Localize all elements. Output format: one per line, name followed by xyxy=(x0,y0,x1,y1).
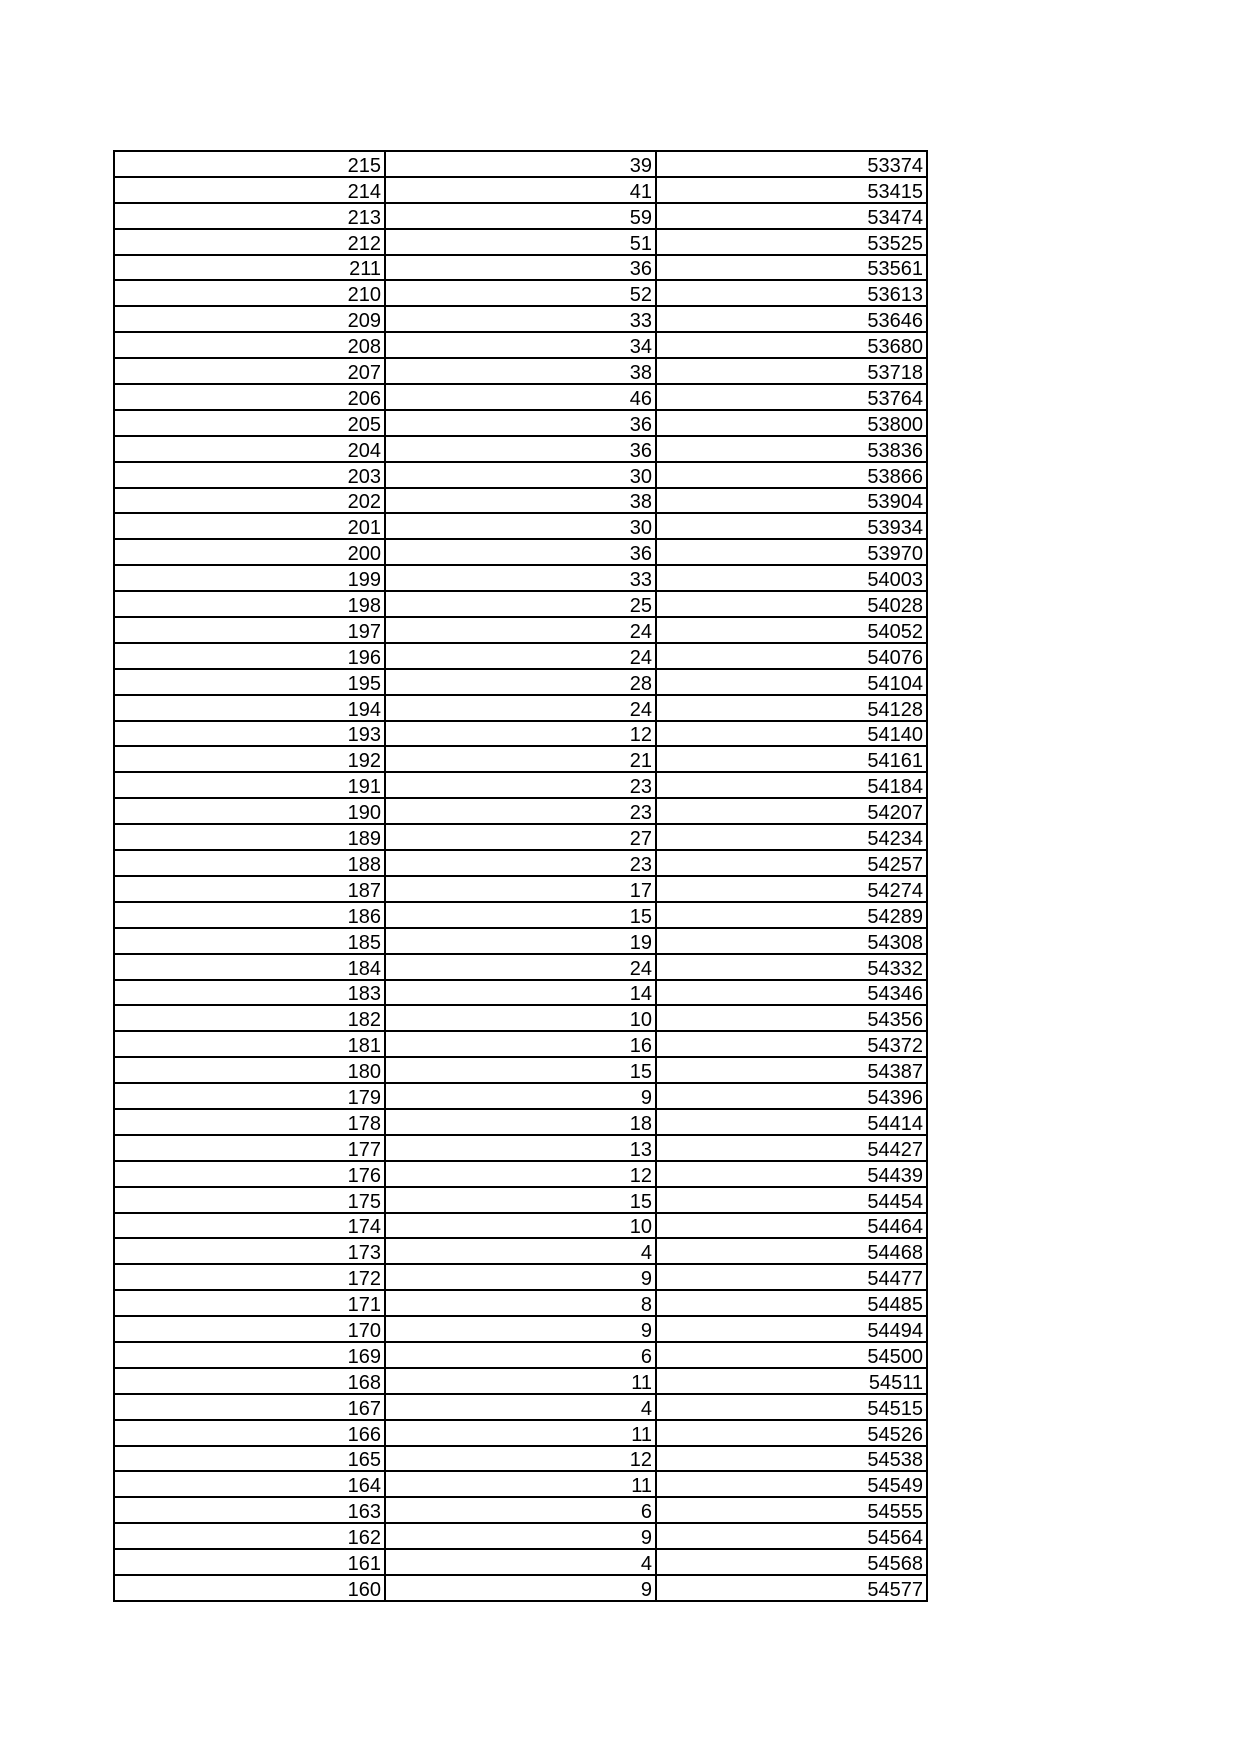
count-cell: 9 xyxy=(385,1316,656,1342)
score-cell: 170 xyxy=(114,1316,385,1342)
count-cell: 4 xyxy=(385,1238,656,1264)
score-cell: 201 xyxy=(114,513,385,539)
score-cell: 215 xyxy=(114,151,385,177)
cumulative-cell: 54372 xyxy=(656,1031,927,1057)
table-row xyxy=(114,1342,927,1368)
score-cell: 178 xyxy=(114,1109,385,1135)
cumulative-cell: 53934 xyxy=(656,513,927,539)
score-cell: 210 xyxy=(114,280,385,306)
count-cell: 33 xyxy=(385,565,656,591)
score-cell: 174 xyxy=(114,1213,385,1239)
cumulative-cell: 54464 xyxy=(656,1213,927,1239)
count-cell: 10 xyxy=(385,1213,656,1239)
score-cell: 179 xyxy=(114,1083,385,1109)
count-cell: 52 xyxy=(385,280,656,306)
cumulative-cell: 54184 xyxy=(656,772,927,798)
score-cell: 162 xyxy=(114,1523,385,1549)
table-row xyxy=(114,1394,927,1420)
cumulative-cell: 54289 xyxy=(656,902,927,928)
table-row xyxy=(114,824,927,850)
cumulative-cell: 54526 xyxy=(656,1420,927,1446)
table-row xyxy=(114,1135,927,1161)
table-row xyxy=(114,1109,927,1135)
cumulative-cell: 54515 xyxy=(656,1394,927,1420)
cumulative-cell: 54308 xyxy=(656,928,927,954)
score-cell: 192 xyxy=(114,746,385,772)
count-cell: 6 xyxy=(385,1342,656,1368)
score-cell: 183 xyxy=(114,980,385,1006)
score-cell: 199 xyxy=(114,565,385,591)
count-cell: 24 xyxy=(385,695,656,721)
score-cell: 171 xyxy=(114,1290,385,1316)
cumulative-cell: 54346 xyxy=(656,980,927,1006)
table-row xyxy=(114,332,927,358)
table-row xyxy=(114,513,927,539)
table-row xyxy=(114,410,927,436)
score-cell: 166 xyxy=(114,1420,385,1446)
count-cell: 10 xyxy=(385,1005,656,1031)
score-cell: 211 xyxy=(114,255,385,281)
score-cell: 182 xyxy=(114,1005,385,1031)
cumulative-cell: 54052 xyxy=(656,617,927,643)
score-cell: 213 xyxy=(114,203,385,229)
count-cell: 46 xyxy=(385,384,656,410)
score-cell: 212 xyxy=(114,229,385,255)
table-row xyxy=(114,1057,927,1083)
count-cell: 59 xyxy=(385,203,656,229)
table-row xyxy=(114,1083,927,1109)
count-cell: 4 xyxy=(385,1549,656,1575)
table-row xyxy=(114,151,927,177)
table-row xyxy=(114,876,927,902)
count-cell: 15 xyxy=(385,1187,656,1213)
count-cell: 36 xyxy=(385,255,656,281)
cumulative-cell: 54427 xyxy=(656,1135,927,1161)
table-row xyxy=(114,1031,927,1057)
cumulative-cell: 53525 xyxy=(656,229,927,255)
table-row xyxy=(114,539,927,565)
cumulative-cell: 53970 xyxy=(656,539,927,565)
count-cell: 11 xyxy=(385,1368,656,1394)
table-row xyxy=(114,488,927,514)
score-cell: 206 xyxy=(114,384,385,410)
table-row xyxy=(114,229,927,255)
cumulative-cell: 54257 xyxy=(656,850,927,876)
data-table xyxy=(113,150,928,1602)
cumulative-cell: 54564 xyxy=(656,1523,927,1549)
score-cell: 190 xyxy=(114,798,385,824)
score-cell: 200 xyxy=(114,539,385,565)
score-cell: 185 xyxy=(114,928,385,954)
count-cell: 11 xyxy=(385,1471,656,1497)
count-cell: 18 xyxy=(385,1109,656,1135)
score-cell: 188 xyxy=(114,850,385,876)
table-row xyxy=(114,746,927,772)
table-row xyxy=(114,798,927,824)
count-cell: 17 xyxy=(385,876,656,902)
score-cell: 173 xyxy=(114,1238,385,1264)
count-cell: 9 xyxy=(385,1083,656,1109)
cumulative-cell: 54274 xyxy=(656,876,927,902)
table-row xyxy=(114,695,927,721)
score-cell: 180 xyxy=(114,1057,385,1083)
cumulative-cell: 53613 xyxy=(656,280,927,306)
score-cell: 203 xyxy=(114,462,385,488)
score-cell: 205 xyxy=(114,410,385,436)
score-cell: 214 xyxy=(114,177,385,203)
cumulative-cell: 54477 xyxy=(656,1264,927,1290)
count-cell: 19 xyxy=(385,928,656,954)
table-row xyxy=(114,928,927,954)
table-row xyxy=(114,617,927,643)
cumulative-cell: 54414 xyxy=(656,1109,927,1135)
table-row xyxy=(114,1264,927,1290)
table-row xyxy=(114,1420,927,1446)
count-cell: 23 xyxy=(385,850,656,876)
cumulative-cell: 54511 xyxy=(656,1368,927,1394)
cumulative-cell: 54396 xyxy=(656,1083,927,1109)
score-cell: 163 xyxy=(114,1497,385,1523)
count-cell: 34 xyxy=(385,332,656,358)
table-row xyxy=(114,1187,927,1213)
score-cell: 175 xyxy=(114,1187,385,1213)
table-row xyxy=(114,643,927,669)
score-cell: 196 xyxy=(114,643,385,669)
cumulative-cell: 53718 xyxy=(656,358,927,384)
count-cell: 38 xyxy=(385,488,656,514)
score-cell: 168 xyxy=(114,1368,385,1394)
score-cell: 160 xyxy=(114,1575,385,1601)
count-cell: 21 xyxy=(385,746,656,772)
cumulative-cell: 53904 xyxy=(656,488,927,514)
table-row xyxy=(114,565,927,591)
count-cell: 9 xyxy=(385,1523,656,1549)
cumulative-cell: 53800 xyxy=(656,410,927,436)
cumulative-cell: 54494 xyxy=(656,1316,927,1342)
table-row xyxy=(114,436,927,462)
cumulative-cell: 54538 xyxy=(656,1446,927,1472)
table-row xyxy=(114,954,927,980)
table-row xyxy=(114,591,927,617)
table-row xyxy=(114,177,927,203)
cumulative-cell: 54568 xyxy=(656,1549,927,1575)
count-cell: 51 xyxy=(385,229,656,255)
cumulative-cell: 54555 xyxy=(656,1497,927,1523)
score-cell: 195 xyxy=(114,669,385,695)
score-cell: 191 xyxy=(114,772,385,798)
score-cell: 167 xyxy=(114,1394,385,1420)
score-cell: 202 xyxy=(114,488,385,514)
table-row xyxy=(114,1523,927,1549)
table-row xyxy=(114,1238,927,1264)
cumulative-cell: 54485 xyxy=(656,1290,927,1316)
cumulative-cell: 53646 xyxy=(656,306,927,332)
table-row xyxy=(114,1005,927,1031)
table-row xyxy=(114,462,927,488)
cumulative-cell: 53866 xyxy=(656,462,927,488)
cumulative-cell: 54356 xyxy=(656,1005,927,1031)
count-cell: 36 xyxy=(385,539,656,565)
table-body xyxy=(114,151,927,1601)
cumulative-cell: 53374 xyxy=(656,151,927,177)
count-cell: 11 xyxy=(385,1420,656,1446)
table-row xyxy=(114,280,927,306)
count-cell: 9 xyxy=(385,1575,656,1601)
cumulative-cell: 53836 xyxy=(656,436,927,462)
table-row xyxy=(114,1471,927,1497)
cumulative-cell: 54332 xyxy=(656,954,927,980)
score-cell: 161 xyxy=(114,1549,385,1575)
count-cell: 41 xyxy=(385,177,656,203)
table-row xyxy=(114,306,927,332)
score-cell: 165 xyxy=(114,1446,385,1472)
cumulative-cell: 54104 xyxy=(656,669,927,695)
score-cell: 208 xyxy=(114,332,385,358)
count-cell: 25 xyxy=(385,591,656,617)
score-cell: 176 xyxy=(114,1161,385,1187)
score-cell: 172 xyxy=(114,1264,385,1290)
score-cell: 207 xyxy=(114,358,385,384)
cumulative-cell: 54028 xyxy=(656,591,927,617)
cumulative-cell: 54003 xyxy=(656,565,927,591)
score-cell: 181 xyxy=(114,1031,385,1057)
table-row xyxy=(114,1316,927,1342)
table-row xyxy=(114,1161,927,1187)
count-cell: 36 xyxy=(385,436,656,462)
count-cell: 30 xyxy=(385,513,656,539)
table-row xyxy=(114,669,927,695)
table-row xyxy=(114,1549,927,1575)
table-row xyxy=(114,255,927,281)
count-cell: 28 xyxy=(385,669,656,695)
cumulative-cell: 54207 xyxy=(656,798,927,824)
count-cell: 39 xyxy=(385,151,656,177)
count-cell: 4 xyxy=(385,1394,656,1420)
cumulative-cell: 54140 xyxy=(656,721,927,747)
score-cell: 209 xyxy=(114,306,385,332)
table-row xyxy=(114,772,927,798)
count-cell: 24 xyxy=(385,617,656,643)
score-cell: 198 xyxy=(114,591,385,617)
cumulative-cell: 54387 xyxy=(656,1057,927,1083)
count-cell: 33 xyxy=(385,306,656,332)
table-row xyxy=(114,850,927,876)
cumulative-cell: 54549 xyxy=(656,1471,927,1497)
table-row xyxy=(114,980,927,1006)
cumulative-cell: 54439 xyxy=(656,1161,927,1187)
cumulative-cell: 54468 xyxy=(656,1238,927,1264)
count-cell: 15 xyxy=(385,902,656,928)
table-row xyxy=(114,1368,927,1394)
count-cell: 12 xyxy=(385,721,656,747)
count-cell: 15 xyxy=(385,1057,656,1083)
count-cell: 8 xyxy=(385,1290,656,1316)
cumulative-cell: 53474 xyxy=(656,203,927,229)
count-cell: 27 xyxy=(385,824,656,850)
cumulative-cell: 54577 xyxy=(656,1575,927,1601)
count-cell: 30 xyxy=(385,462,656,488)
table-row xyxy=(114,1575,927,1601)
cumulative-cell: 54161 xyxy=(656,746,927,772)
table-row xyxy=(114,384,927,410)
table-row xyxy=(114,1290,927,1316)
score-cell: 169 xyxy=(114,1342,385,1368)
table-row xyxy=(114,721,927,747)
count-cell: 14 xyxy=(385,980,656,1006)
cumulative-cell: 54454 xyxy=(656,1187,927,1213)
score-cell: 194 xyxy=(114,695,385,721)
table-row xyxy=(114,902,927,928)
score-cell: 193 xyxy=(114,721,385,747)
cumulative-cell: 54234 xyxy=(656,824,927,850)
count-cell: 6 xyxy=(385,1497,656,1523)
table-row xyxy=(114,1213,927,1239)
cumulative-cell: 54500 xyxy=(656,1342,927,1368)
score-cell: 177 xyxy=(114,1135,385,1161)
cumulative-cell: 54128 xyxy=(656,695,927,721)
count-cell: 16 xyxy=(385,1031,656,1057)
count-cell: 12 xyxy=(385,1446,656,1472)
score-cell: 184 xyxy=(114,954,385,980)
count-cell: 23 xyxy=(385,772,656,798)
cumulative-cell: 53561 xyxy=(656,255,927,281)
table-row xyxy=(114,1446,927,1472)
score-cell: 197 xyxy=(114,617,385,643)
score-cell: 189 xyxy=(114,824,385,850)
cumulative-cell: 53415 xyxy=(656,177,927,203)
count-cell: 36 xyxy=(385,410,656,436)
score-cell: 187 xyxy=(114,876,385,902)
count-cell: 13 xyxy=(385,1135,656,1161)
table-row xyxy=(114,358,927,384)
table-row xyxy=(114,203,927,229)
count-cell: 9 xyxy=(385,1264,656,1290)
count-cell: 24 xyxy=(385,643,656,669)
cumulative-cell: 54076 xyxy=(656,643,927,669)
cumulative-cell: 53680 xyxy=(656,332,927,358)
score-cell: 204 xyxy=(114,436,385,462)
score-cell: 164 xyxy=(114,1471,385,1497)
count-cell: 12 xyxy=(385,1161,656,1187)
count-cell: 38 xyxy=(385,358,656,384)
cumulative-cell: 53764 xyxy=(656,384,927,410)
count-cell: 24 xyxy=(385,954,656,980)
count-cell: 23 xyxy=(385,798,656,824)
table-row xyxy=(114,1497,927,1523)
score-cell: 186 xyxy=(114,902,385,928)
